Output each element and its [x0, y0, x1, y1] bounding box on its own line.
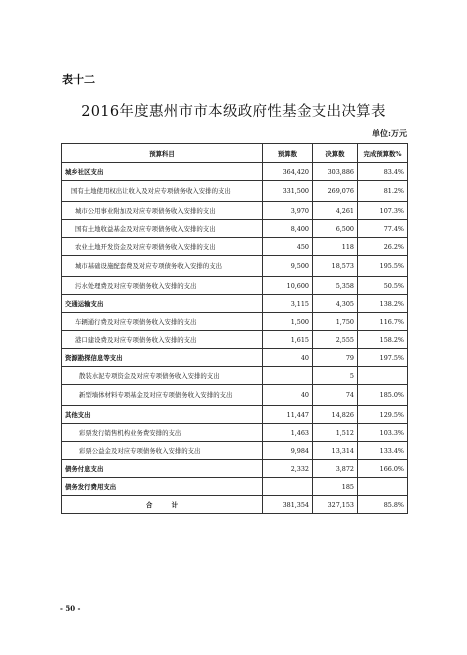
row-subject: 城市基础设施配套费及对应专项债务收入安排的支出	[62, 256, 263, 277]
row-budget: 1,615	[263, 331, 313, 349]
expenditure-table	[61, 143, 408, 514]
row-actual: 79	[313, 349, 358, 367]
row-rate: 77.4%	[358, 220, 408, 238]
row-rate: 81.2%	[358, 181, 408, 202]
table-row	[62, 424, 408, 442]
row-rate: 26.2%	[358, 238, 408, 256]
total-rate: 85.8%	[358, 496, 408, 514]
table-row	[62, 349, 408, 367]
table-row	[62, 256, 408, 277]
row-subject: 城市公用事业附加及对应专项债务收入安排的支出	[62, 202, 263, 220]
page-number: - 50 -	[60, 604, 81, 613]
row-subject: 国有土地收益基金及对应专项债务收入安排的支出	[62, 220, 263, 238]
row-rate: 83.4%	[358, 163, 408, 181]
row-budget: 331,500	[263, 181, 313, 202]
row-rate: 197.5%	[358, 349, 408, 367]
table-header-row	[62, 144, 408, 163]
row-actual: 118	[313, 238, 358, 256]
row-actual: 74	[313, 385, 358, 406]
row-actual: 5,358	[313, 277, 358, 295]
table-row	[62, 442, 408, 460]
table-row	[62, 331, 408, 349]
row-budget: 3,115	[263, 295, 313, 313]
row-rate: 138.2%	[358, 295, 408, 313]
row-budget: 1,500	[263, 313, 313, 331]
row-actual: 5	[313, 367, 358, 385]
table-row	[62, 406, 408, 424]
row-actual: 185	[313, 478, 358, 496]
row-subject: 污水处理费及对应专项债务收入安排的支出	[62, 277, 263, 295]
table-row	[62, 238, 408, 256]
table-row	[62, 385, 408, 406]
table-row	[62, 460, 408, 478]
row-actual: 4,305	[313, 295, 358, 313]
column-header-actual: 决算数	[313, 144, 358, 163]
row-rate: 50.5%	[358, 277, 408, 295]
row-rate	[358, 478, 408, 496]
table-row	[62, 478, 408, 496]
row-actual: 3,872	[313, 460, 358, 478]
row-budget: 9,984	[263, 442, 313, 460]
row-rate: 133.4%	[358, 442, 408, 460]
row-budget	[263, 367, 313, 385]
row-actual: 1,512	[313, 424, 358, 442]
row-subject: 债务付息支出	[62, 460, 263, 478]
table-number-label: 表十二	[62, 73, 95, 86]
row-budget: 40	[263, 349, 313, 367]
page-title: 2016年度惠州市市本级政府性基金支出决算表	[81, 104, 386, 120]
row-rate: 103.3%	[358, 424, 408, 442]
total-actual: 327,153	[313, 496, 358, 514]
unit-label: 单位:万元	[372, 128, 407, 138]
row-subject: 债务发行费用支出	[62, 478, 263, 496]
row-budget: 8,400	[263, 220, 313, 238]
row-budget: 364,420	[263, 163, 313, 181]
row-subject: 国有土地使用权出让收入及对应专项债务收入安排的支出	[62, 181, 263, 202]
row-actual: 14,826	[313, 406, 358, 424]
row-subject: 彩票公益金及对应专项债务收入安排的支出	[62, 442, 263, 460]
table-row	[62, 163, 408, 181]
row-subject: 彩票发行销售机构业务费安排的支出	[62, 424, 263, 442]
row-budget: 450	[263, 238, 313, 256]
row-subject: 农业土地开发资金及对应专项债务收入安排的支出	[62, 238, 263, 256]
table-row	[62, 295, 408, 313]
row-actual: 18,573	[313, 256, 358, 277]
row-budget	[263, 478, 313, 496]
column-header-subject: 预算科目	[62, 144, 263, 163]
row-actual: 269,076	[313, 181, 358, 202]
column-header-budget: 预算数	[263, 144, 313, 163]
row-rate: 158.2%	[358, 331, 408, 349]
total-label: 合 计	[62, 496, 263, 514]
column-header-rate: 完成预算数%	[358, 144, 408, 163]
row-rate: 166.0%	[358, 460, 408, 478]
table-row	[62, 181, 408, 202]
table-row	[62, 277, 408, 295]
row-rate: 129.5%	[358, 406, 408, 424]
row-rate: 107.3%	[358, 202, 408, 220]
table-total-row	[62, 496, 408, 514]
row-budget: 1,463	[263, 424, 313, 442]
row-rate: 116.7%	[358, 313, 408, 331]
row-subject: 其他支出	[62, 406, 263, 424]
table-row	[62, 313, 408, 331]
row-budget: 9,500	[263, 256, 313, 277]
row-actual: 303,886	[313, 163, 358, 181]
row-budget: 11,447	[263, 406, 313, 424]
table-row	[62, 202, 408, 220]
row-subject: 港口建设费及对应专项债务收入安排的支出	[62, 331, 263, 349]
row-actual: 4,261	[313, 202, 358, 220]
row-actual: 2,555	[313, 331, 358, 349]
row-subject: 资源勘探信息等支出	[62, 349, 263, 367]
row-actual: 1,750	[313, 313, 358, 331]
table-row	[62, 367, 408, 385]
row-rate: 195.5%	[358, 256, 408, 277]
row-budget: 3,970	[263, 202, 313, 220]
row-budget: 2,332	[263, 460, 313, 478]
row-subject: 城乡社区支出	[62, 163, 263, 181]
row-subject: 车辆通行费及对应专项债务收入安排的支出	[62, 313, 263, 331]
table-row	[62, 220, 408, 238]
row-budget: 40	[263, 385, 313, 406]
row-budget: 10,600	[263, 277, 313, 295]
row-subject: 交通运输支出	[62, 295, 263, 313]
row-actual: 6,500	[313, 220, 358, 238]
row-rate: 185.0%	[358, 385, 408, 406]
row-subject: 散装水泥专项资金及对应专项债务收入安排的支出	[62, 367, 263, 385]
total-budget: 381,354	[263, 496, 313, 514]
row-actual: 13,314	[313, 442, 358, 460]
row-rate	[358, 367, 408, 385]
row-subject: 新型墙体材料专项基金及对应专项债务收入安排的支出	[62, 385, 263, 406]
